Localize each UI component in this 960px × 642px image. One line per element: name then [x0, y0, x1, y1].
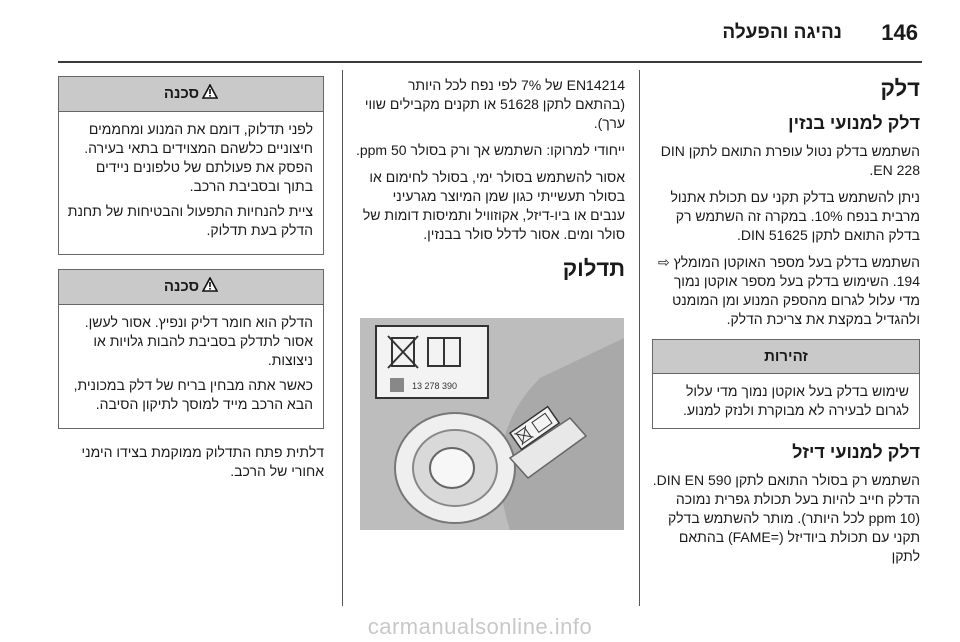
gasoline-paragraph-3: השתמש בדלק בעל מספר האוקטן המומלץ ⇨ 194. השימוש בדלק בעל מספר אוקטן נמוך מדי עלול לגרום מהספק המנוע ומן המומנט ולהגדיל במקצת את צריכת הדלק.: [658, 254, 920, 327]
warning-triangle-icon: [202, 277, 218, 297]
danger-2-paragraph-1: הדלק הוא חומר דליק ונפיץ. אסור לעשן. אסור לתדלק בסביבת להבות גלויות או ניצוצות.: [84, 314, 313, 369]
fuel-door-illustration: [360, 318, 624, 530]
fuel-title: דלק: [880, 76, 920, 101]
watermark: carmanualsonline.info: [367, 614, 593, 639]
danger-box-2: [58, 269, 324, 429]
warning-triangle-icon: [202, 84, 218, 104]
column-right: [652, 68, 920, 574]
fuel-door-photo: [360, 318, 624, 530]
footer: [0, 606, 960, 642]
danger-title-1: סכנה: [163, 85, 200, 102]
page-header: [0, 0, 960, 60]
danger-1-paragraph-2: ציית להנחיות התפעול והבטיחות של תחנת הדלק בעת תדלוק.: [67, 203, 313, 239]
refueling-heading: תדלוק: [562, 256, 625, 281]
gasoline-paragraph-2: ניתן להשתמש בדלק תקני עם תכולת אתנול מרבית בנפח 10%. במקרה זה השתמש רק בדלק התואם לתקן DIN 51625.: [670, 189, 920, 243]
gasoline-paragraph-1: השתמש בדלק נטול עופרת התואם לתקן DIN EN 228.: [660, 143, 920, 178]
notice-text: שימוש בדלק בעל אוקטן נמוך מדי עלול לגרום לבעירה לא מבוקרת ולנזק למנוע.: [682, 383, 909, 418]
danger-2-paragraph-2: כאשר אתה מבחין בריח של דלק במכונית, הבא הרכב מייד למוסך לתיקון הסיבה.: [73, 377, 313, 413]
danger-title-2: סכנה: [163, 278, 200, 296]
page-number: 146: [881, 20, 918, 45]
morocco-paragraph: ייחודי למרוקו: השתמש אך ורק בסולר 50 ppm.: [355, 142, 625, 158]
diesel-heading: דלק למנועי דיזל: [792, 442, 920, 462]
fuel-door-caption: דלתית פתח התדלוק ממוקמת בצידו הימני אחורי של הרכב.: [81, 444, 324, 480]
danger-box-1: [58, 76, 324, 255]
header-rule: [58, 61, 922, 63]
danger-box-2-header: [59, 270, 323, 305]
column-middle: [355, 76, 625, 292]
column-left: [58, 70, 324, 489]
photo-label: 13 278 390: [412, 381, 458, 391]
notice-box: [652, 339, 920, 429]
notice-title: זהירות: [653, 340, 919, 374]
gasoline-heading: דלק למנועי בנזין: [788, 113, 920, 133]
diesel-warning-paragraph: אסור להשתמש בסולר ימי, בסולר לחימום או בסולר תעשייתי כגון שמן המיוצר מגרעיני ענבים או ביו-דיזל, אקוזוויל ותמיסות דומות של סולר ומים. אסור לדלל סולר בבנזין.: [362, 169, 625, 242]
section-title: נהיגה והפעלה: [722, 22, 842, 43]
danger-box-1-header: [59, 77, 323, 112]
diesel-paragraph: השתמש רק בסולר התואם לתקן DIN EN 590. הדלק חייב להיות בעל תכולת גפרית נמוכה (10 ppm לכל היותר). מותר להשתמש בדלק תקני עם תכולת ביודיזל (=FAME) בהתאם לתקן: [652, 472, 920, 564]
danger-1-paragraph-1: לפני תדלוק, דומם את המנוע ומחממים חיצוניים כלשהם המצוידים בתאי בעירה. הפסק את פעולתם של טלפונים ניידים בתוך ובסביבת הרכב.: [84, 121, 313, 195]
column-divider-left: [342, 70, 343, 606]
diesel-paragraph-cont: EN14214 של 7% לפי נפח לכל היותר (בהתאם לתקן 51628 או תקנים מקבילים שווי ערך).: [364, 77, 625, 131]
column-divider-right: [639, 70, 640, 606]
